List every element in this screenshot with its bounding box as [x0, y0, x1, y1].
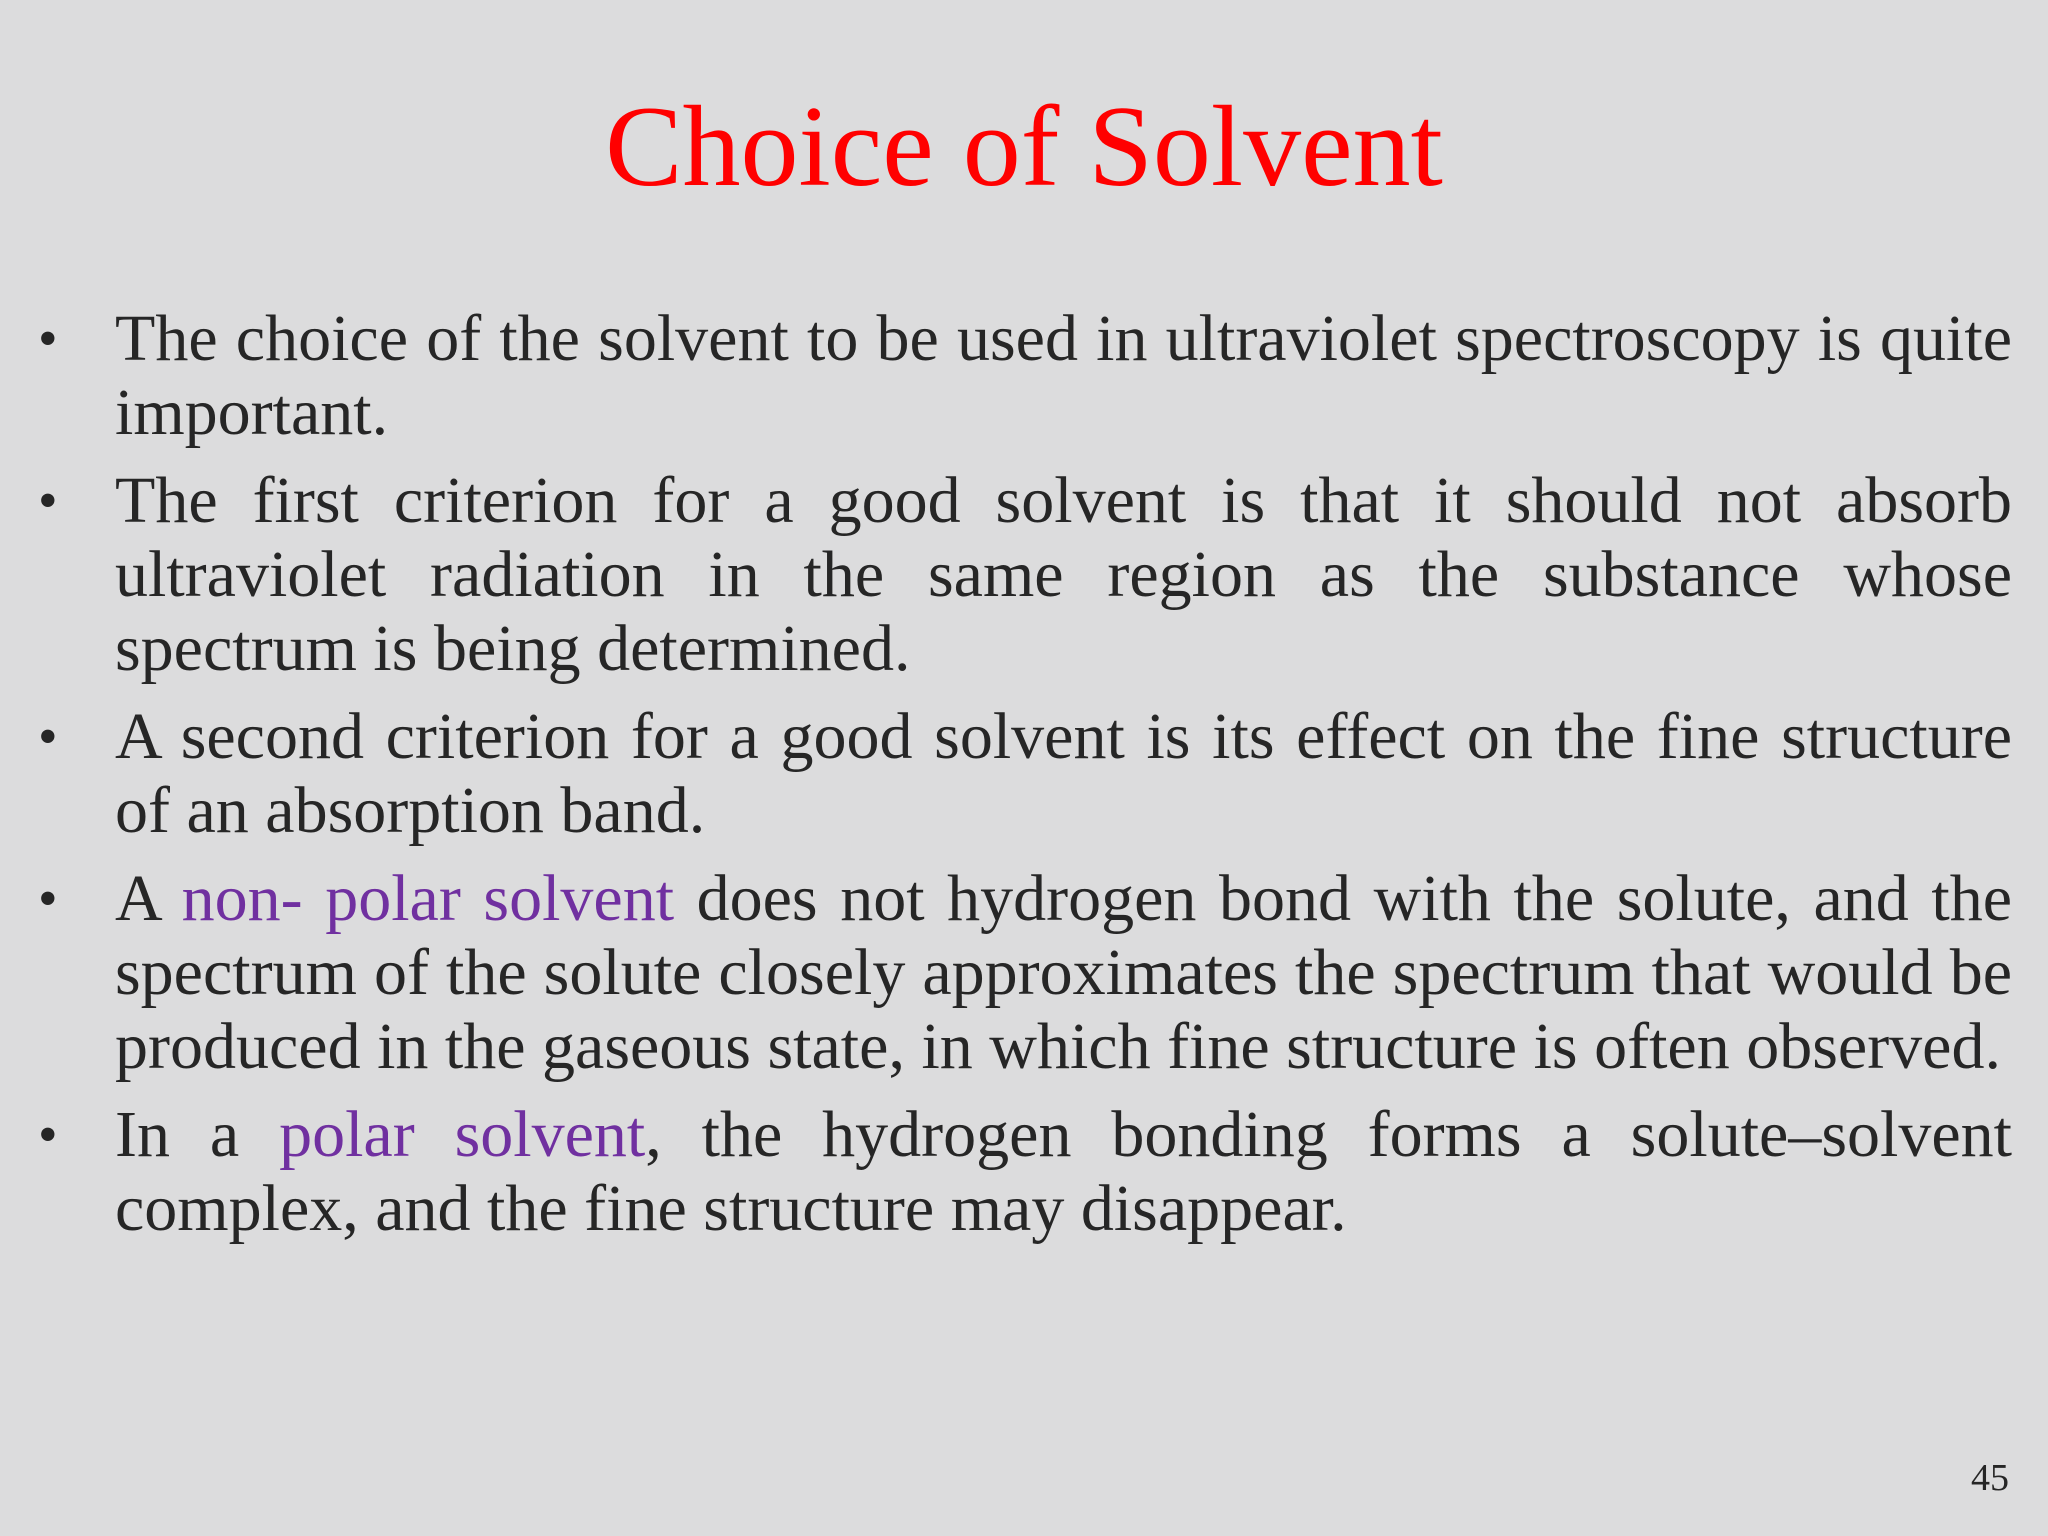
bullet-dot-icon: •	[38, 868, 58, 930]
bullet-text-before: In a	[115, 1098, 280, 1171]
bullet-list	[0, 302, 2048, 1260]
bullet-text-before: A	[115, 862, 182, 935]
bullet-dot-icon: •	[38, 308, 58, 370]
bullet-dot-icon: •	[38, 706, 58, 768]
page-number: 45	[1971, 1457, 2009, 1499]
bullet-item-4	[38, 862, 2012, 1084]
bullet-dot-icon: •	[38, 1104, 58, 1166]
bullet-item-5	[38, 1098, 2012, 1246]
bullet-text-after: , the hydrogen bonding forms a solute–solvent complex, and the fine structure may disappear.	[115, 1098, 2012, 1245]
bullet-text: The first criterion for a good solvent is that it should not absorb ultraviolet radiation in the same region as the substance whose spectrum is being determined.	[115, 464, 2012, 685]
bullet-text-after: does not hydrogen bond with the solute, and the spectrum of the solute closely approximates the spectrum that would be produced in the gaseous state, in which fine structure is often observed.	[115, 862, 2012, 1083]
slide-title: Choice of Solvent	[605, 83, 1443, 211]
bullet-item-2	[38, 464, 2012, 686]
bullet-item-3	[38, 700, 2012, 848]
bullet-dot-icon: •	[38, 470, 58, 532]
highlight-term-polar: polar solvent	[279, 1098, 646, 1171]
bullet-text: A second criterion for a good solvent is its effect on the fine structure of an absorption band.	[115, 700, 2012, 847]
bullet-text: The choice of the solvent to be used in ultraviolet spectroscopy is quite important.	[115, 302, 2012, 449]
bullet-item-1	[38, 302, 2012, 450]
highlight-term-non-polar: non- polar solvent	[181, 862, 675, 935]
